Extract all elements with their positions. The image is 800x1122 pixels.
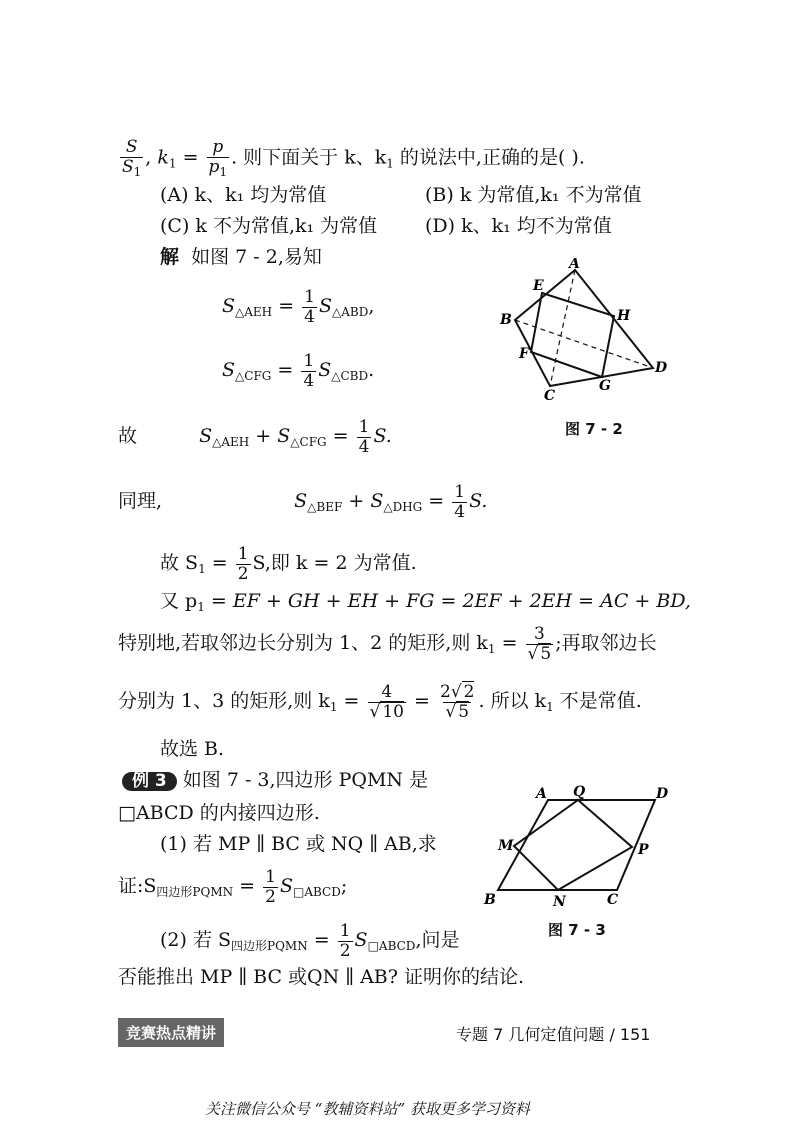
option-b: (B) k 为常值,k₁ 不为常值 [425, 184, 642, 206]
label-P: P [638, 842, 649, 858]
bottom-watermark-note: 关注微信公众号 “教辅资料站” 获取更多学习资料 [205, 1100, 530, 1118]
equation-rect-12: 特别地,若取邻边长分别为 1、2 的矩形,则 $k_1$ = $\frac{3}{√ 5}$ ;再取邻边长 [118, 624, 657, 664]
equation-p1: 又 $p_1$ = EF + GH + EH + FG = 2EF + 2EH = AC + BD, [160, 590, 691, 614]
option-d: (D) k、k₁ 均不为常值 [425, 215, 612, 237]
footer-section-label: 竞赛热点精讲 [118, 1018, 224, 1047]
label-E: E [533, 278, 544, 294]
label-C: C [544, 388, 556, 404]
solution-line: 解 如图 7 - 2,易知 [160, 246, 322, 268]
intro-line: $\frac{S}{S_1}$ , $k_1$ = $\frac{p}{p_1}$ . 则下面关于 k、$k_1$ 的说法中,正确的是( ). [122, 137, 585, 179]
answer-line: 故选 B. [160, 738, 225, 760]
label-Q: Q [573, 784, 586, 800]
fraction-p-over-p1: $\frac{p}{p_1}$ [208, 137, 228, 179]
label-B: B [484, 892, 496, 908]
label-D: D [656, 786, 669, 802]
footer-page-info: 专题 7 几何定值问题 / 151 [456, 1025, 651, 1044]
example-badge: 例 3 [122, 772, 177, 791]
label-H: H [617, 308, 631, 324]
option-c: (C) k 不为常值,k₁ 为常值 [160, 215, 378, 237]
label-D: D [655, 360, 668, 376]
fraction-s-over-s1: $\frac{S}{S_1}$ [122, 137, 142, 179]
label-M: M [498, 838, 514, 854]
label-A: A [569, 258, 580, 272]
figure-7-2-caption: 图 7 - 2 [565, 420, 623, 438]
equation-aeh: $S_{\triangle AEH}$ = $\frac{1}{4}$ $S_{\triangle ABD}$, [222, 287, 375, 327]
figure-7-3 [480, 780, 680, 910]
question-2: (2) 若 $S_{四边形PQMN}$ = $\frac{1}{2}$ $S_{□ABCD}$,问是 [160, 921, 460, 961]
example-header: 例 3 如图 7 - 3,四边形 PQMN 是 [122, 771, 428, 791]
label-F: F [519, 346, 529, 362]
equation-s1: 故 $S_1$ = $\frac{1}{2}$ S,即 k = 2 为常值. [160, 544, 417, 584]
label-C: C [607, 892, 619, 908]
example-line2: □ABCD 的内接四边形. [118, 802, 320, 824]
equation-cfg: $S_{\triangle CFG}$ = $\frac{1}{4}$ $S_{\triangle CBD}$. [222, 351, 375, 391]
question-1b: 证$:S_{四边形PQMN}$ = $\frac{1}{2}$ $S_{□ABCD}$; [118, 867, 348, 907]
label-N: N [553, 894, 566, 910]
equation-rect-13: 分别为 1、3 的矩形,则 $k_1$ = $\frac{4}{√ 10}$ = $\frac{2√ 2}{√ 5}$ . 所以 $k_1$ 不是常值. [118, 682, 642, 722]
figure-7-2 [495, 258, 675, 408]
label-G: G [599, 378, 611, 394]
label-B: B [500, 312, 512, 328]
label-A: A [536, 786, 547, 802]
equation-sum-aeh-cfg: 故 $S_{\triangle AEH} + S_{\triangle CFG}$ = $\frac{1}{4}$ S. [118, 417, 392, 457]
option-a: (A) k、k₁ 均为常值 [160, 184, 327, 206]
figure-7-3-caption: 图 7 - 3 [548, 921, 606, 939]
question-2-line2: 否能推出 MP ∥ BC 或QN ∥ AB? 证明你的结论. [118, 966, 525, 988]
question-1a: (1) 若 MP ∥ BC 或 NQ ∥ AB,求 [160, 833, 437, 855]
equation-sum-bef-dhg: 同理, $S_{\triangle BEF} + S_{\triangle DHG}$ = $\frac{1}{4}$ S. [118, 482, 488, 522]
